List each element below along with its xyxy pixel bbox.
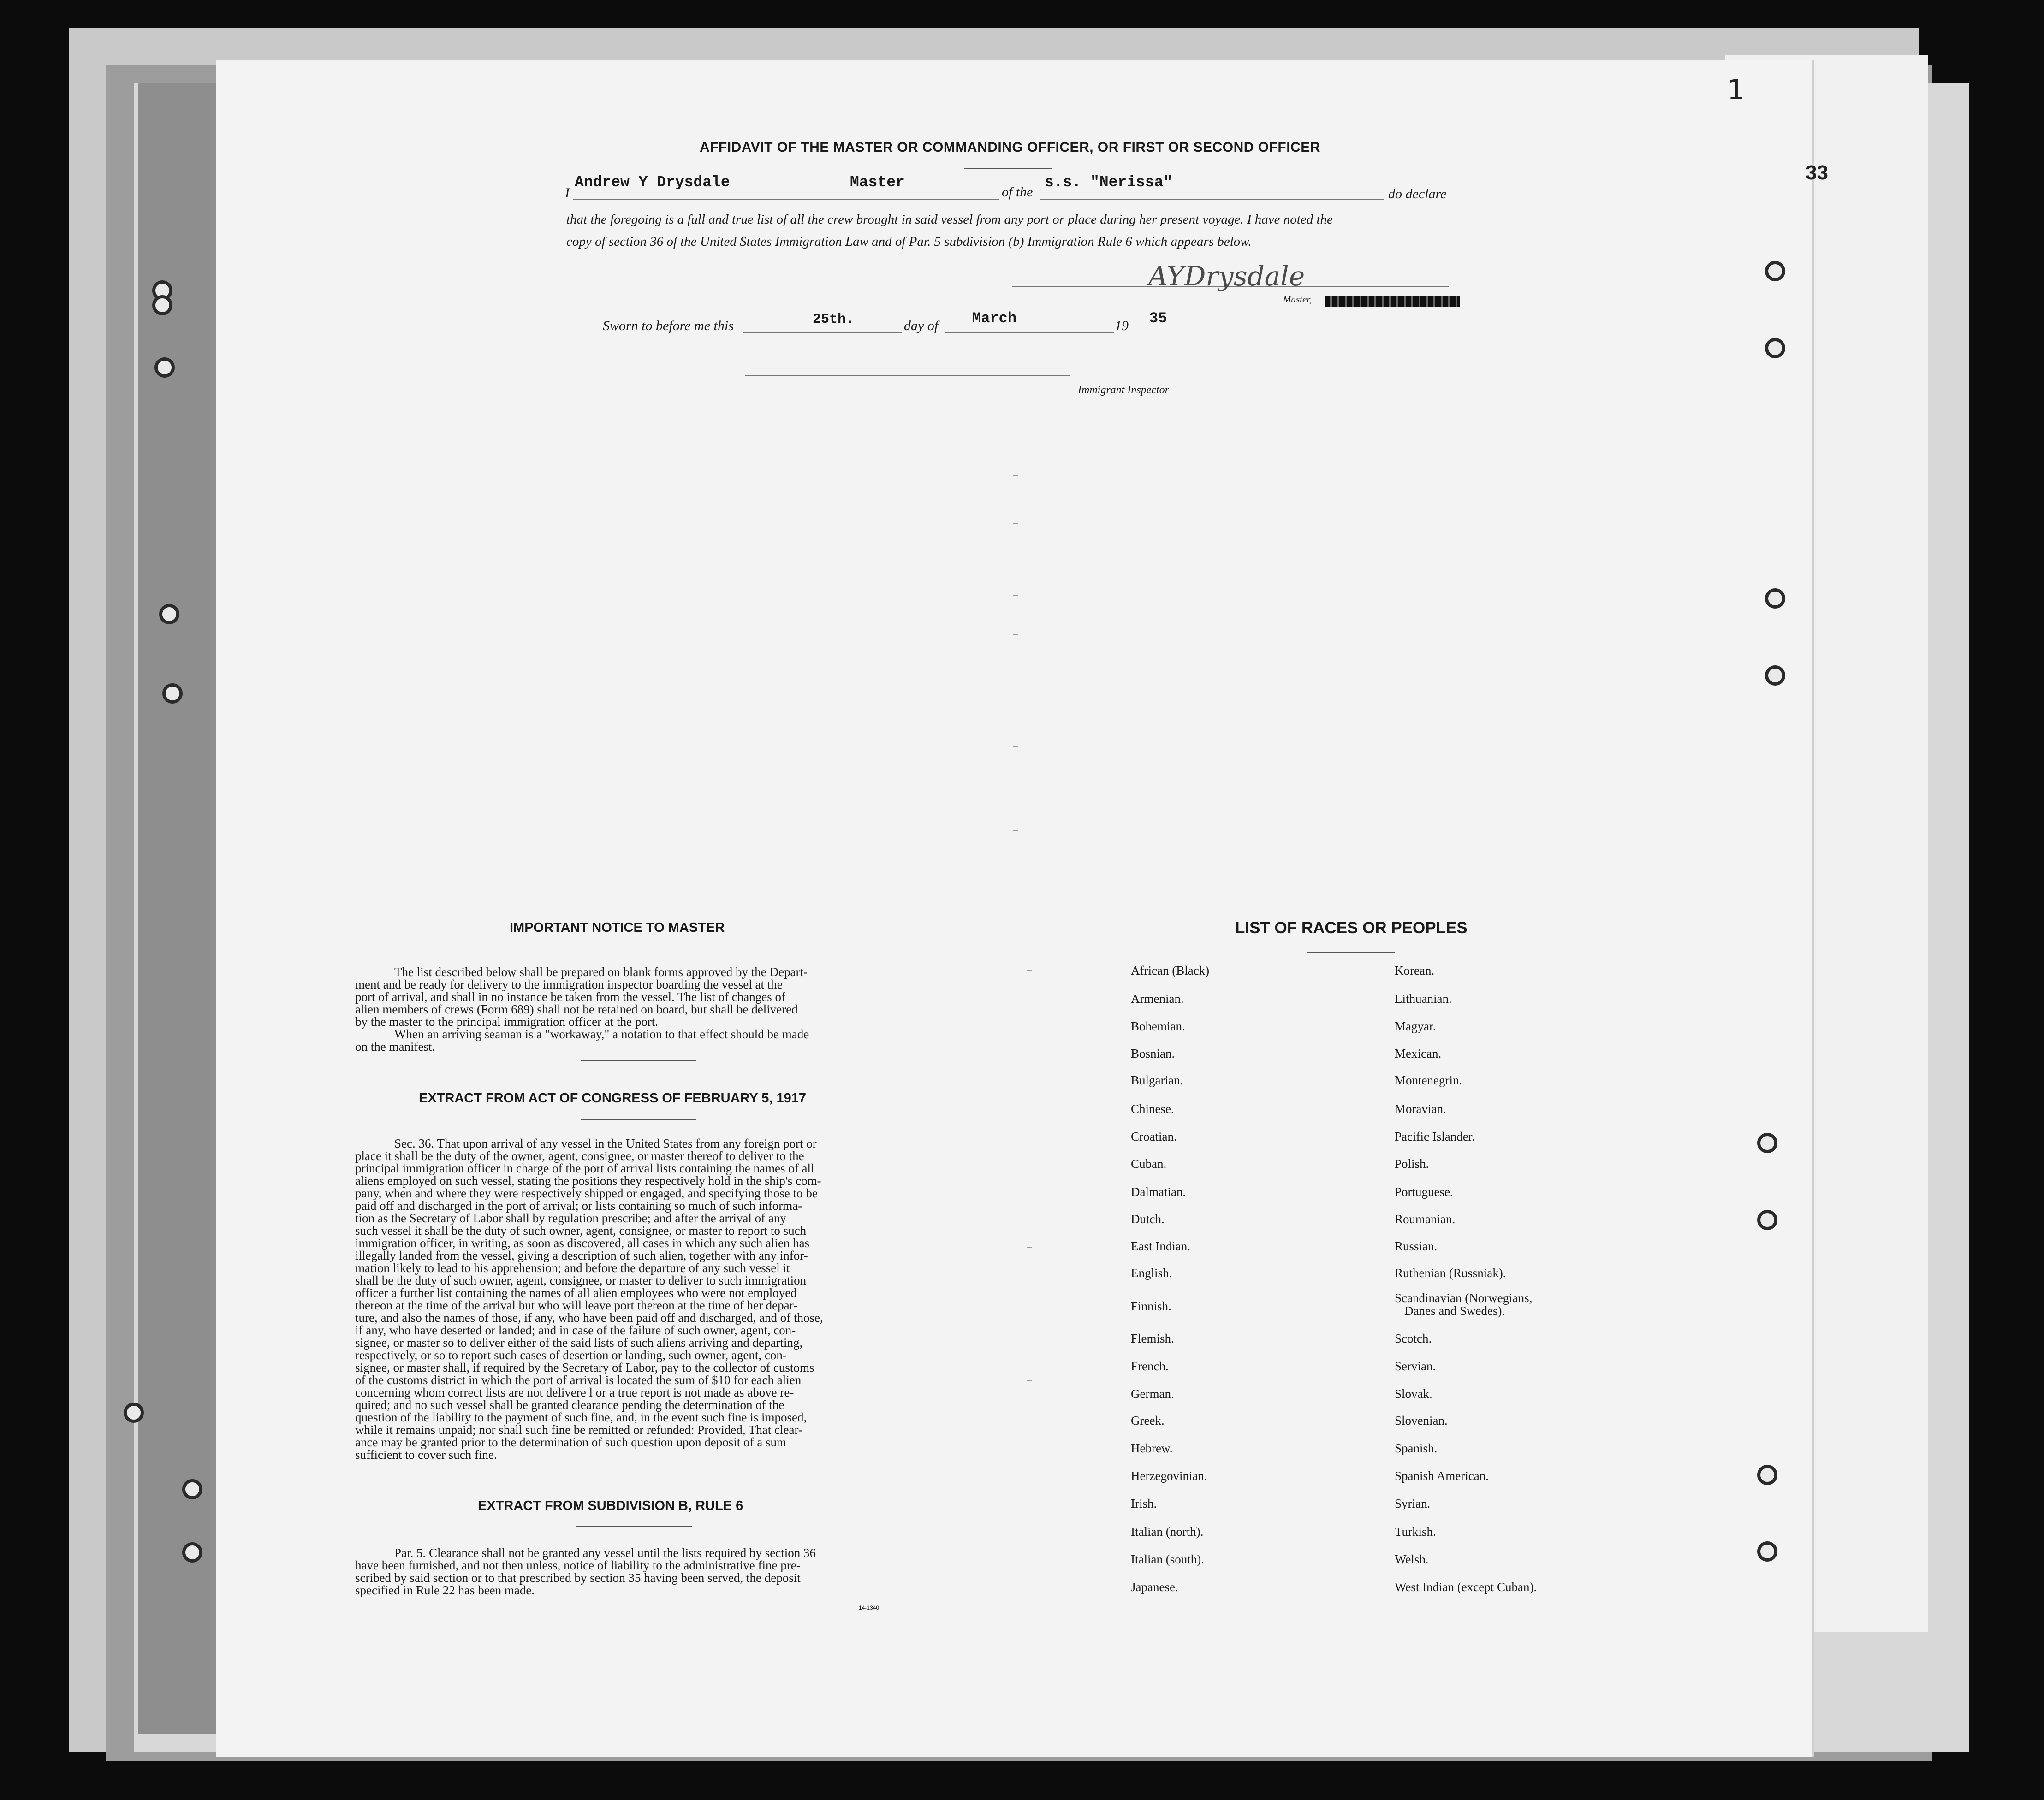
race-item: Portuguese. (1395, 1185, 1453, 1199)
race-item: Italian (north). (1131, 1525, 1204, 1539)
notice-title: IMPORTANT NOTICE TO MASTER (510, 920, 725, 935)
binder-hole (124, 1403, 144, 1423)
section-divider (581, 1119, 696, 1120)
of-the-label: of the (1002, 184, 1033, 200)
act-line: tion as the Secretary of Labor shall by regulation prescribe; and after the arrival of any (355, 1211, 786, 1225)
binder-hole (1757, 1465, 1777, 1485)
race-item: Danes and Swedes). (1404, 1304, 1505, 1318)
binder-hole (159, 604, 179, 624)
binder-hole (1757, 1210, 1777, 1230)
race-item: Herzegovinian. (1131, 1469, 1207, 1483)
race-item: Scotch. (1395, 1332, 1432, 1345)
affidavit-title: AFFIDAVIT OF THE MASTER OR COMMANDING OFFICER, OR FIRST OR SECOND OFFICER (700, 140, 1320, 155)
race-item: Finnish. (1131, 1299, 1171, 1313)
statement-line2: copy of section 36 of the United States Immigration Law and of Par. 5 subdivision (b) Immigration Rule 6 which appears below. (566, 234, 1252, 249)
binder-hole (1765, 338, 1785, 358)
sworn-year: 35 (1149, 310, 1167, 327)
notice-line: The list described below shall be prepared on blank forms approved by the Depart- (394, 965, 808, 979)
race-item: Turkish. (1395, 1525, 1436, 1539)
act-line: officer a further list containing the names of all alien employees who were not employed (355, 1286, 797, 1300)
section-divider (576, 1526, 692, 1527)
races-title: LIST OF RACES OR PEOPLES (1235, 919, 1468, 937)
year-prefix: 19 (1115, 318, 1129, 333)
race-item: Lithuanian. (1395, 992, 1452, 1006)
form-code: 14-1340 (859, 1605, 879, 1611)
race-item: Ruthenian (Russniak). (1395, 1266, 1506, 1280)
race-item: Korean. (1395, 964, 1435, 977)
notice-line: by the master to the principal immigration officer at the port. (355, 1015, 659, 1029)
act-line: ture, and also the names of those, if any, who have been paid off and discharged, and of those, (355, 1311, 823, 1325)
race-item: Moravian. (1395, 1102, 1446, 1116)
act-line: shall be the duty of such owner, agent, consignee, or master to deliver to such immigration (355, 1273, 807, 1287)
master-label: Master, (1283, 294, 1312, 305)
act-line: pany, when and where they were respectively shipped or engaged, and specifying those to be (355, 1186, 818, 1200)
race-item: Flemish. (1131, 1332, 1174, 1345)
race-item: Servian. (1395, 1359, 1436, 1373)
binder-hole (1757, 1133, 1777, 1153)
notice-line: port of arrival, and shall in no instance be taken from the vessel. The list of changes of (355, 990, 785, 1004)
master-rank: Master (850, 174, 905, 191)
binder-strip (138, 83, 217, 1734)
race-item: English. (1131, 1266, 1172, 1280)
vessel-name: s.s. "Nerissa" (1045, 174, 1173, 191)
race-item: Greek. (1131, 1414, 1165, 1427)
master-name: Andrew Y Drysdale (575, 174, 730, 191)
section-divider (581, 1060, 696, 1061)
race-item: Montenegrin. (1395, 1073, 1462, 1087)
binder-hole (154, 357, 175, 378)
act-line: mation likely to lead to his apprehension; and before the departure of any such vessel it (355, 1261, 790, 1275)
race-item: Welsh. (1395, 1552, 1429, 1566)
act-line: signee, or master so to deliver either of the said lists of such aliens arriving and departing, (355, 1336, 803, 1350)
notice-line: on the manifest. (355, 1040, 435, 1054)
act-line: thereon at the time of the arrival but who will leave port thereon at the time of her depar- (355, 1298, 798, 1312)
rule-line: specified in Rule 22 has been made. (355, 1583, 535, 1597)
binder-hole (182, 1542, 202, 1563)
name-line (573, 199, 999, 200)
notice-line: alien members of crews (Form 689) shall not be retained on board, but shall be delivered (355, 1002, 798, 1016)
act-extract-title: EXTRACT FROM ACT OF CONGRESS OF FEBRUARY 5, 1917 (419, 1091, 807, 1106)
race-item: Hebrew. (1131, 1441, 1173, 1455)
sworn-label: Sworn to before me this (603, 318, 734, 333)
sworn-day: 25th. (813, 312, 855, 327)
act-line: signee, or master shall, if required by the Secretary of Labor, pay to the collector of customs (355, 1361, 814, 1374)
act-line: sufficient to cover such fine. (355, 1448, 497, 1462)
race-item: Japanese. (1131, 1580, 1178, 1594)
act-line: quired; and no such vessel shall be granted clearance pending the determination of the (355, 1398, 784, 1412)
sworn-month: March (972, 310, 1017, 327)
day-line (743, 332, 902, 333)
binder-hole (182, 1479, 202, 1499)
races-title-underline (1307, 952, 1395, 953)
notice-line: When an arriving seaman is a "workaway," a notation to that effect should be made (394, 1027, 809, 1041)
act-line: if any, who have deserted or landed; and in case of the failure of such owner, agent, con- (355, 1323, 796, 1337)
race-item: Spanish American. (1395, 1469, 1489, 1483)
race-item: Armenian. (1131, 992, 1184, 1006)
title-underline (964, 168, 1052, 169)
race-item: Magyar. (1395, 1019, 1436, 1033)
race-item: Slovak. (1395, 1387, 1432, 1401)
race-item: Syrian. (1395, 1497, 1431, 1510)
race-item: Russian. (1395, 1239, 1438, 1253)
i-label: I (565, 185, 570, 201)
race-item: German. (1131, 1387, 1174, 1401)
act-line: of the customs district in which the port of arrival is located the sum of $10 for each alien (355, 1373, 802, 1387)
race-item: Dutch. (1131, 1212, 1165, 1226)
statement-line1: that the foregoing is a full and true list of all the crew brought in said vessel from any port or place during her present voyage. I have noted the (566, 212, 1333, 227)
race-item: Croatian. (1131, 1130, 1177, 1143)
race-item: French. (1131, 1359, 1169, 1373)
inspector-label: Immigrant Inspector (1078, 384, 1169, 396)
act-line: illegally landed from the vessel, giving a description of such alien, together with any infor- (355, 1249, 808, 1262)
vessel-line (1040, 199, 1384, 200)
act-line: place it shall be the duty of the owner, agent, consignee, or master thereof to deliver to the (355, 1149, 804, 1163)
binder-hole (162, 683, 183, 704)
race-item: West Indian (except Cuban). (1395, 1580, 1537, 1594)
race-item: Bosnian. (1131, 1047, 1175, 1060)
act-line: ance may be granted prior to the determination of such question upon deposit of a sum (355, 1435, 787, 1449)
act-line: Sec. 36. That upon arrival of any vessel in the United States from any foreign port or (394, 1137, 817, 1150)
act-line: immigration officer, in writing, as soon as discovered, all cases in which any such alien has (355, 1236, 810, 1250)
binder-hole (1757, 1541, 1777, 1562)
race-item: East Indian. (1131, 1239, 1190, 1253)
race-item: Roumanian. (1395, 1212, 1456, 1226)
race-item: Bulgarian. (1131, 1073, 1183, 1087)
struck-out-text (1325, 296, 1460, 307)
race-item: African (Black) (1131, 964, 1210, 977)
notice-line: ment and be ready for delivery to the immigration inspector boarding the vessel at the (355, 977, 783, 991)
race-item: Pacific Islander. (1395, 1130, 1475, 1143)
corner-mark: 1 (1727, 74, 1745, 106)
race-item: Spanish. (1395, 1441, 1438, 1455)
binder-hole (1765, 665, 1785, 686)
race-item: Irish. (1131, 1497, 1157, 1510)
race-item: Slovenian. (1395, 1414, 1448, 1427)
inspector-line (745, 375, 1070, 376)
act-line: aliens employed on such vessel, stating the positions they respectively hold in the ship's com- (355, 1174, 821, 1188)
act-line: concerning whom correct lists are not delivere l or a true report is not made as above re- (355, 1386, 794, 1399)
race-item: Chinese. (1131, 1102, 1174, 1116)
race-item: Cuban. (1131, 1157, 1167, 1171)
act-line: principal immigration officer in charge of the port of arrival lists containing the names of all (355, 1161, 814, 1175)
rule-extract-title: EXTRACT FROM SUBDIVISION B, RULE 6 (478, 1498, 743, 1513)
rule-line: Par. 5. Clearance shall not be granted any vessel until the lists required by section 36 (394, 1546, 816, 1560)
act-line: question of the liability to the payment of such fine, and, in the event such fine is imposed, (355, 1410, 807, 1424)
race-item: Bohemian. (1131, 1019, 1185, 1033)
binder-hole (1765, 261, 1785, 281)
race-item: Mexican. (1395, 1047, 1442, 1060)
day-of-label: day of (904, 318, 939, 333)
act-line: respectively, or so to report such cases of desertion or landing, such owner, agent, con- (355, 1348, 787, 1362)
race-item: Dalmatian. (1131, 1185, 1186, 1199)
edge-number: 33 (1806, 161, 1828, 184)
binder-hole (1765, 588, 1785, 609)
do-declare-label: do declare (1388, 186, 1447, 201)
race-item: Italian (south). (1131, 1552, 1204, 1566)
race-item: Scandinavian (Norwegians, (1395, 1291, 1533, 1305)
act-line: while it remains unpaid; nor shall such fine be remitted or refunded: Provided, That clear- (355, 1423, 802, 1437)
rule-line: have been furnished, and not then unless, notice of liability to the administrative fine pre- (355, 1558, 801, 1572)
month-line (945, 332, 1114, 333)
master-signature: AYDrysdale (1148, 261, 1305, 292)
rule-line: scribed by said section or to that prescribed by section 35 having been served, the deposit (355, 1571, 801, 1585)
race-item: Polish. (1395, 1157, 1429, 1171)
act-line: such vessel it shall be the duty of such owner, agent, consignee, or master to report to such (355, 1224, 807, 1238)
binder-hole (152, 295, 172, 315)
act-line: paid off and discharged in the port of arrival; or lists containing so much of such informa- (355, 1199, 802, 1213)
